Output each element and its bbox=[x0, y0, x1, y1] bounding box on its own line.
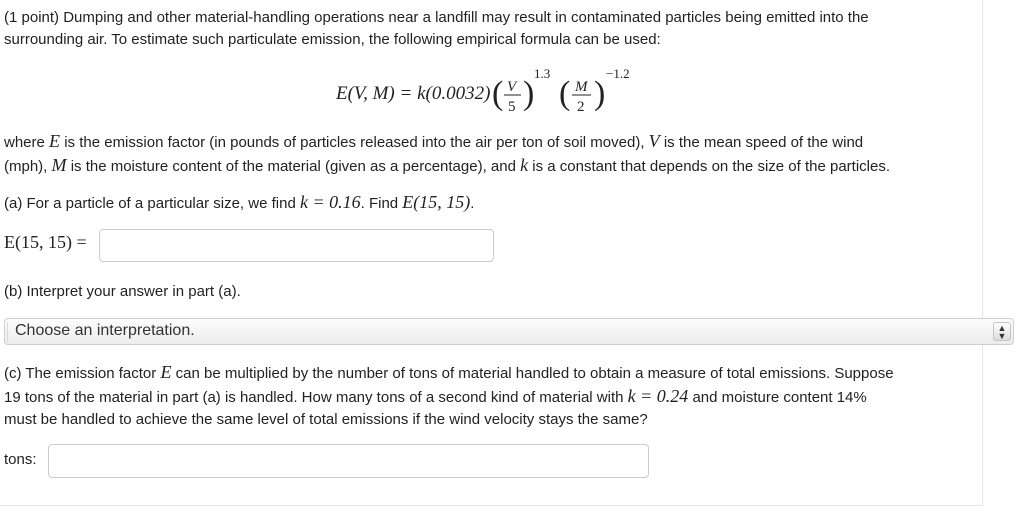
frac1-numerator: V bbox=[507, 79, 517, 95]
paren-open-1: ( bbox=[492, 75, 504, 112]
part-a-text-3: . bbox=[470, 195, 475, 212]
def-v-text: is the mean speed of the wind bbox=[663, 134, 864, 151]
part-c-text-3: 19 tons of the material in part (a) is handled. How many tons of a second kind of material with bbox=[4, 389, 624, 406]
up-down-arrows-icon[interactable]: ▲ ▼ bbox=[993, 322, 1011, 341]
frac2-numerator: M bbox=[575, 79, 588, 95]
variable-definitions bbox=[4, 130, 976, 178]
part-c-question bbox=[4, 361, 976, 431]
where-text: where bbox=[4, 134, 45, 151]
frac1-denominator: 5 bbox=[508, 99, 516, 115]
paren-close-2: ) bbox=[594, 75, 606, 112]
part-a-k-value: k = 0.16 bbox=[299, 192, 361, 212]
select-value: Choose an interpretation. bbox=[15, 322, 195, 339]
var-v: V bbox=[648, 131, 660, 151]
emission-formula bbox=[336, 64, 676, 124]
part-c-text-5: must be handled to achieve the same level of total emissions if the wind velocity stays the same? bbox=[4, 411, 648, 428]
paren-open-2: ( bbox=[559, 75, 571, 112]
problem-intro bbox=[4, 7, 976, 51]
formula-svg bbox=[336, 64, 676, 124]
part-c-text-1: (c) The emission factor bbox=[4, 365, 157, 382]
part-a-text-1: (a) For a particle of a particular size, we find bbox=[4, 195, 296, 212]
exponent-2: −1.2 bbox=[606, 66, 630, 81]
var-k: k bbox=[520, 155, 529, 175]
intro-line-1: (1 point) Dumping and other material-handling operations near a landfill may result in contaminated particles being emitted into the bbox=[4, 9, 869, 26]
part-c-text-4: and moisture content 14% bbox=[692, 389, 867, 406]
frac2-denominator: 2 bbox=[577, 99, 585, 115]
interpretation-select[interactable] bbox=[4, 318, 1014, 345]
var-m: M bbox=[51, 155, 67, 175]
part-c-var-e: E bbox=[160, 362, 172, 382]
part-b-question: (b) Interpret your answer in part (a). bbox=[4, 283, 241, 300]
tons-label: tons: bbox=[4, 451, 37, 468]
paren-close-1: ) bbox=[523, 75, 535, 112]
tons-answer-input[interactable] bbox=[48, 444, 649, 478]
def-m-text: is the moisture content of the material (given as a percentage), and bbox=[70, 158, 516, 175]
part-a-answer-input[interactable] bbox=[99, 229, 494, 262]
intro-line-2: surrounding air. To estimate such particulate emission, the following empirical formula can be used: bbox=[4, 31, 661, 48]
def-k-text: is a constant that depends on the size of the particles. bbox=[532, 158, 891, 175]
formula-lhs: E(V, M) = k(0.0032) bbox=[336, 83, 491, 104]
part-a-text-2: . Find bbox=[360, 195, 399, 212]
part-a-answer-label: E(15, 15) = bbox=[4, 232, 87, 252]
mph-text: (mph), bbox=[4, 158, 48, 175]
select-divider bbox=[7, 322, 8, 341]
exponent-1: 1.3 bbox=[534, 66, 551, 81]
part-a-function-call: E(15, 15) bbox=[402, 192, 471, 212]
def-e-text: is the emission factor (in pounds of particles released into the air per ton of soil moved), bbox=[64, 134, 645, 151]
var-e: E bbox=[49, 131, 61, 151]
part-c-k-value: k = 0.24 bbox=[627, 386, 689, 406]
part-a-question bbox=[4, 191, 976, 215]
part-c-text-2: can be multiplied by the number of tons of material handled to obtain a measure of total emissions. Suppose bbox=[175, 365, 894, 382]
